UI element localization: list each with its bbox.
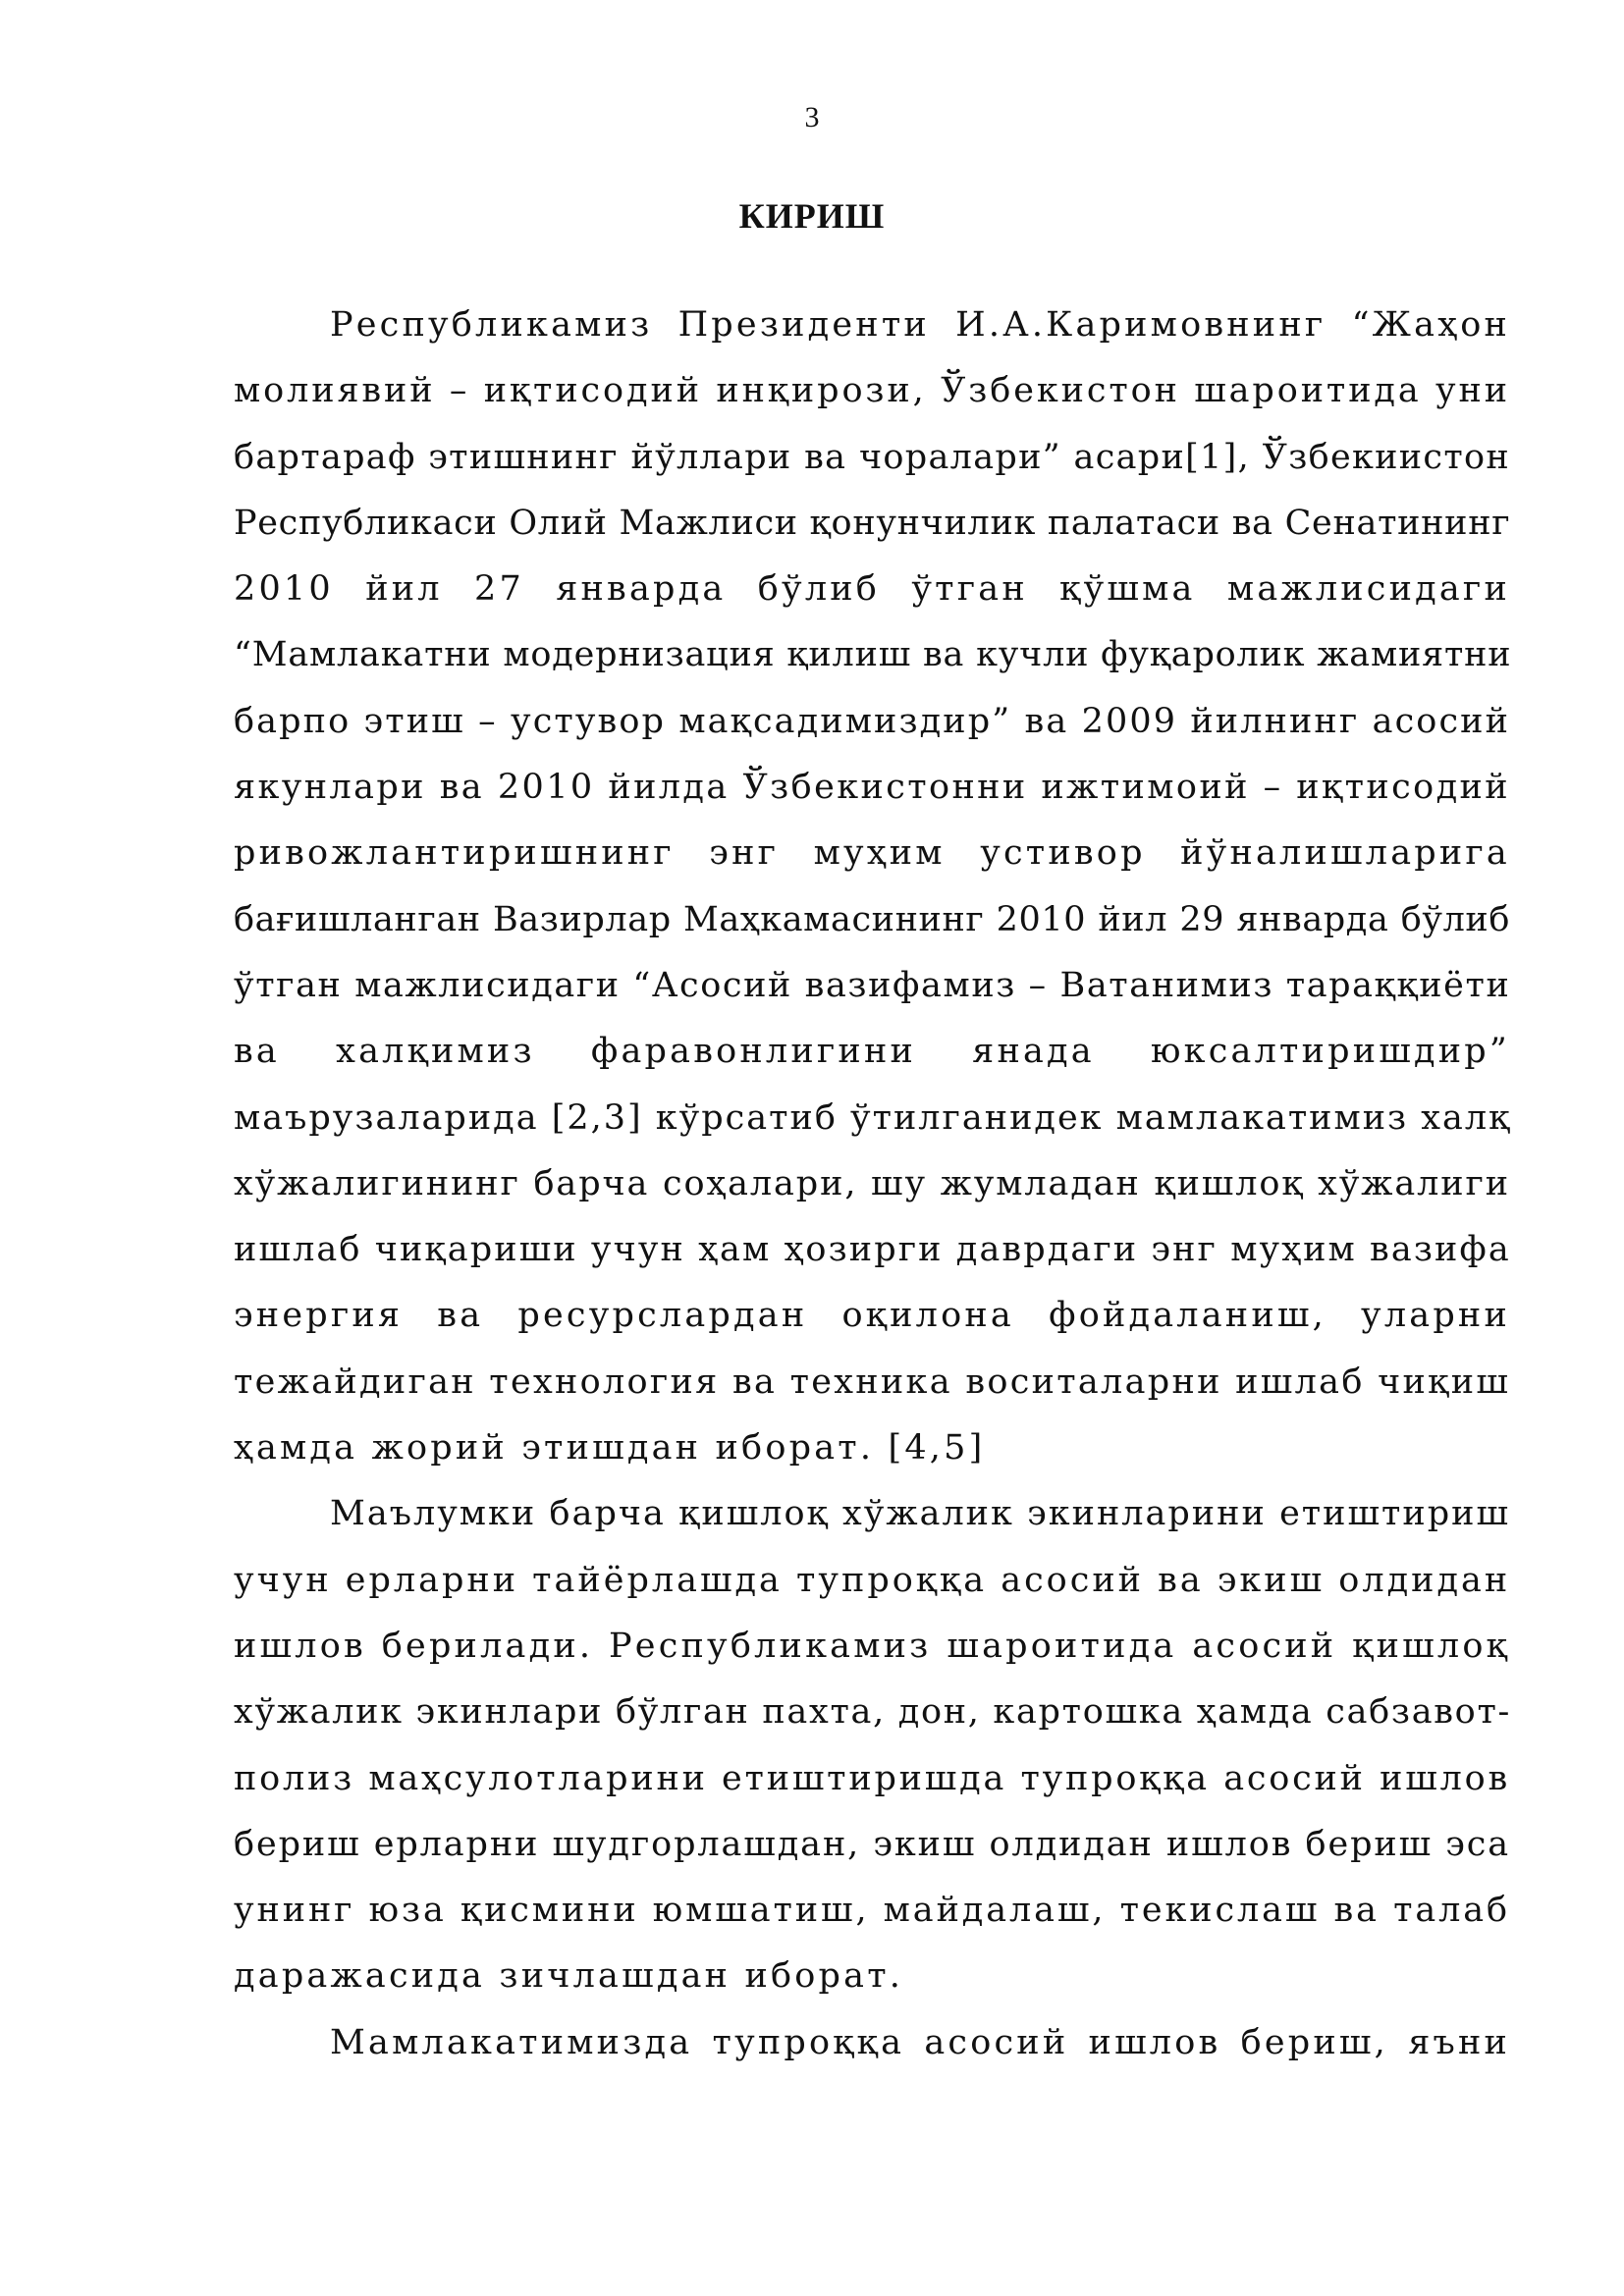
text-line: даражасида зичлашдан иборат. <box>234 1956 904 1997</box>
text-line: бартараф этишнинг йўллари ва чоралари” асари[1], Ўзбекиистон <box>234 437 1510 477</box>
text-line: Республикамиз Президенти И.А.Каримовнинг “Жаҳон <box>330 305 1510 345</box>
text-line: ва халқимиз фаравонлигини янада юксалтиришдир” <box>234 1032 1510 1072</box>
text-line: бағишланган Вазирлар Маҳкамасининг 2010 йил 29 январда бўлиб <box>234 899 1510 939</box>
text-line: молиявий – иқтисодий инқирози, Ўзбекистон шароитида уни <box>234 371 1510 411</box>
text-line: ўтган мажлисидаги “Асосий вазифамиз – Ватанимиз тараққиёти <box>234 965 1511 1005</box>
paragraph <box>234 2010 1510 2076</box>
text-line: хўжалик экинлари бўлган пахта, дон, картошка ҳамда сабзавот- <box>234 1692 1512 1733</box>
document-body <box>234 293 1510 2076</box>
text-line: маърузаларида [2,3] кўрсатиб ўтилганидек мамлакатимиз халқ <box>234 1097 1512 1138</box>
text-line: ишлаб чиқариши учун ҳам ҳозирги даврдаги энг муҳим вазифа <box>234 1230 1511 1270</box>
text-line: “Мамлакатни модернизация қилиш ва кучли фуқаролик жамиятни <box>234 635 1512 675</box>
text-line: якунлари ва 2010 йилда Ўзбекистонни ижтимоий – иқтисодий <box>234 768 1510 808</box>
paragraph <box>234 1481 1510 2009</box>
text-line: полиз маҳсулотларини етиштиришда тупроққа асосий ишлов <box>234 1758 1510 1798</box>
text-line: Мамлакатимизда тупроққа асосий ишлов бериш, яъни <box>330 2022 1510 2062</box>
text-line: барпо этиш – устувор мақсадимиздир” ва 2009 йилнинг асосий <box>234 701 1510 741</box>
page-number: 3 <box>804 101 820 133</box>
text-line: Республикаси Олий Мажлиси қонунчилик палатаси ва Сенатининг <box>234 503 1511 543</box>
text-line: учун ерларни тайёрлашда тупроққа асосий ва экиш олдидан <box>234 1560 1511 1600</box>
text-line: ривожлантиришнинг энг муҳим устивор йўналишларига <box>234 833 1510 874</box>
text-line: Маълумки барча қишлоқ хўжалик экинларини етиштириш <box>330 1494 1510 1534</box>
text-line: хўжалигининг барча соҳалари, шу жумладан қишлоқ хўжалиги <box>234 1163 1510 1203</box>
text-line: энергия ва ресурслардан оқилона фойдаланиш, уларни <box>234 1296 1510 1336</box>
text-line: 2010 йил 27 январда бўлиб ўтган қўшма мажлисидаги <box>234 569 1510 610</box>
paragraph <box>234 293 1510 1481</box>
text-line: ишлов берилади. Республикамиз шароитида асосий қишлоқ <box>234 1626 1510 1666</box>
text-line: ҳамда жорий этишдан иборат. [4,5] <box>234 1428 986 1468</box>
text-line: унинг юза қисмини юмшатиш, майдалаш, текислаш ва талаб <box>234 1891 1510 1931</box>
text-line: бериш ерларни шудгорлашдан, экиш олдидан ишлов бериш эса <box>234 1824 1510 1864</box>
text-line: тежайдиган технология ва техника воситаларни ишлаб чиқиш <box>234 1362 1511 1402</box>
page-title: КИРИШ <box>738 196 886 236</box>
